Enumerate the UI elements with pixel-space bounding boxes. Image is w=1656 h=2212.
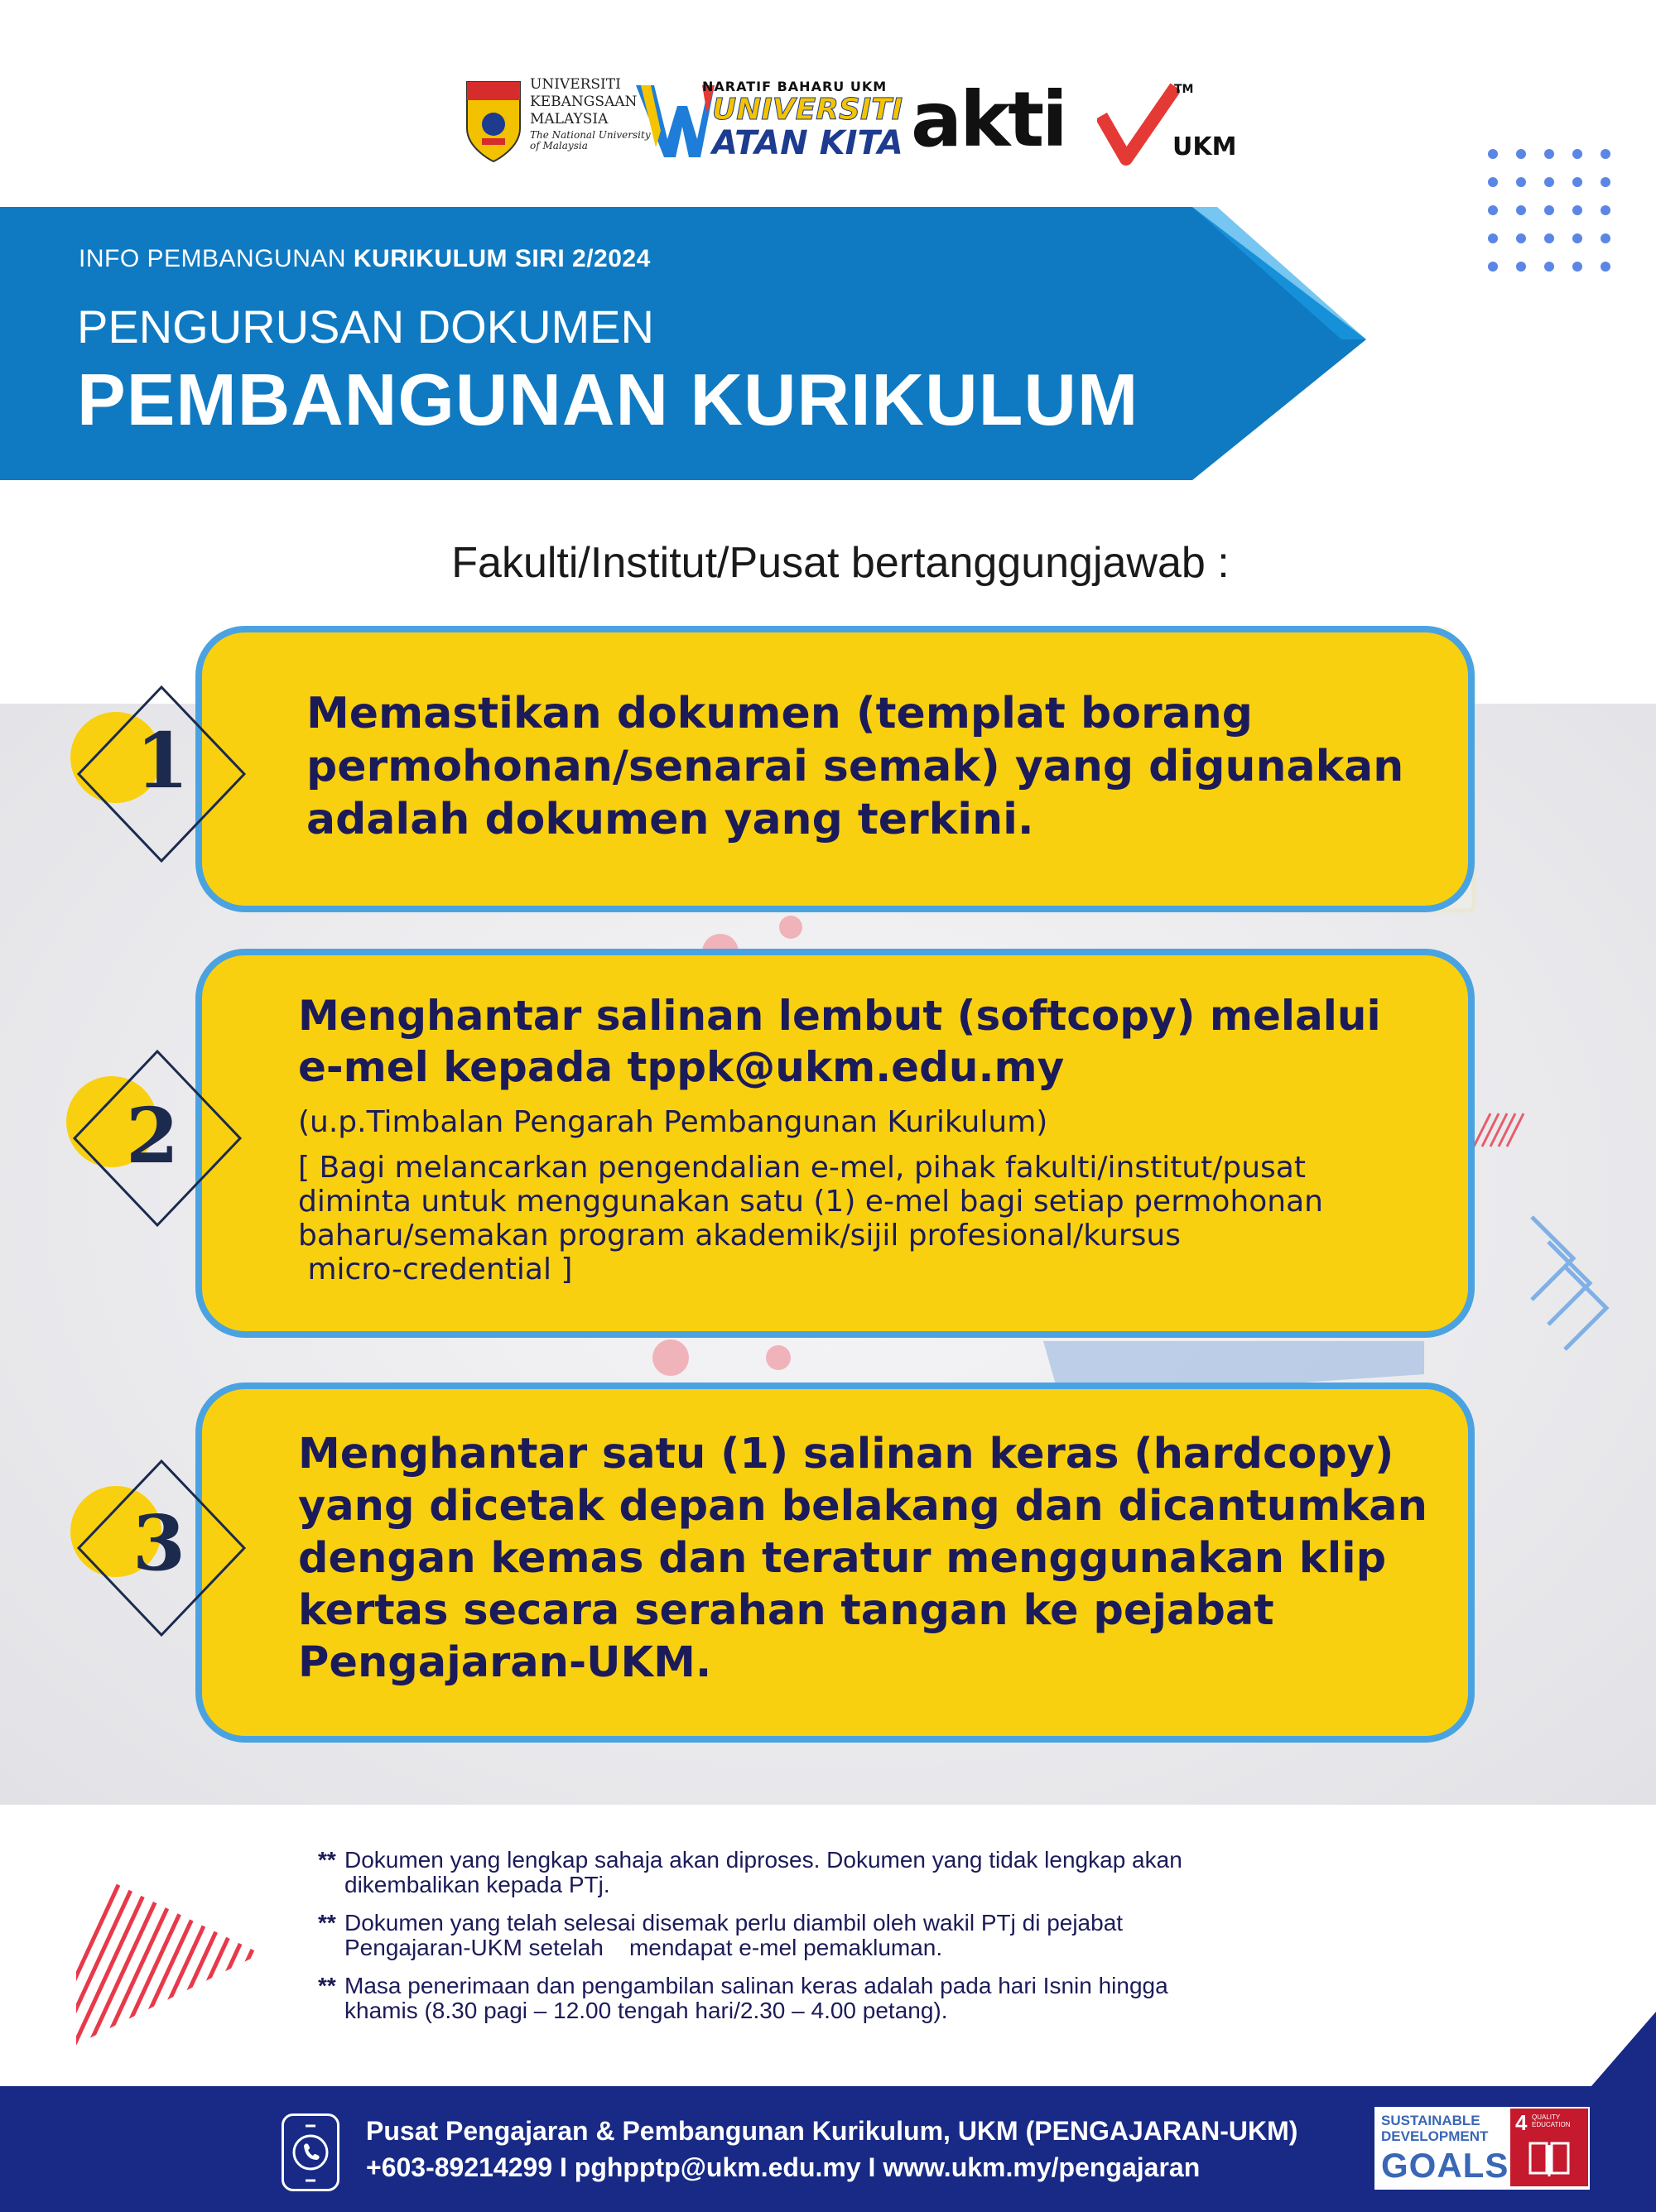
aktiv-tm: TM (1174, 83, 1194, 96)
footnote-item (318, 1973, 1437, 2023)
red-striped-triangle (75, 1854, 265, 2061)
footnote-line: Pengajaran-UKM setelah mendapat e-mel pemakluman. (344, 1935, 943, 1960)
blue-dot-grid (1486, 147, 1627, 288)
sdg-logo-text (1381, 2113, 1488, 2144)
phone-icon (282, 2113, 339, 2191)
aktiv-ukm: UKM (1172, 132, 1237, 161)
footnote-line: Dokumen yang lengkap sahaja akan diproses. Dokumen yang tidak lengkap akan (344, 1847, 1182, 1873)
ukm-logo-line: KEBANGSAAN (530, 94, 638, 110)
ukm-logo-line: UNIVERSITI (530, 76, 621, 93)
footnote-mark: ** (318, 1910, 336, 1935)
step-2-line2: e-mel kepada tppk@ukm.edu.my (298, 1043, 1065, 1091)
footnote-line: Masa penerimaan dan pengambilan salinan keras adalah pada hari Isnin hingga (344, 1973, 1168, 1998)
step-2-attention: (u.p.Timbalan Pengarah Pembangunan Kurikulum) (298, 1105, 1048, 1139)
uwk-logo-top: NARATIF BAHARU UKM (702, 79, 888, 94)
step-2-note-line: [ Bagi melancarkan pengendalian e-mel, pihak fakulti/institut/pusat (298, 1151, 1306, 1185)
step-2-note-line: micro-credential ] (298, 1253, 573, 1286)
blue-chevrons-right (1532, 1217, 1606, 1349)
step-2-note-line: baharu/semakan program akademik/sijil profesional/kursus (298, 1219, 1181, 1253)
ukm-logo-tagline: The National University of Malaysia (530, 129, 651, 151)
footnote-text (344, 1848, 1182, 1897)
footnote-text (344, 1974, 1168, 2023)
banner-kicker (79, 245, 651, 273)
ukm-crest-logo (464, 79, 523, 165)
sdg4-label: QUALITY EDUCATION (1532, 2113, 1571, 2128)
step-2-note-line: diminta untuk menggunakan satu (1) e-mel bagi setiap permohonan (298, 1185, 1323, 1219)
step-3-text: Menghantar satu (1) salinan keras (hardcopy) yang dicetak depan belakang dan dicantumkan dengan kemas dan teratur menggunakan klip kertas secara serahan tangan ke pejabat Pengajaran-UKM. (298, 1430, 1427, 1687)
phone-glyph (284, 2116, 337, 2189)
step-number-2: 2 (126, 1091, 180, 1181)
uwk-logo-line1: UNIVERSITI (712, 93, 903, 127)
sdg-line2: DEVELOPMENT (1381, 2128, 1489, 2144)
footnote-mark: ** (318, 1847, 336, 1873)
footer-contact: +603-89214299 I pghpptp@ukm.edu.my I www.ukm.my/pengajaran (366, 2152, 1201, 2182)
step-number-1: 1 (136, 716, 190, 805)
sdg-goals-text: GOALS (1381, 2146, 1509, 2185)
step-2-note (298, 1151, 1441, 1286)
sdg-line1: SUSTAINABLE (1381, 2113, 1480, 2128)
footnote-item (318, 1910, 1437, 1960)
banner-kicker-normal: INFO PEMBANGUNAN (79, 245, 354, 272)
page-title: PEMBANGUNAN KURIKULUM (77, 358, 1139, 440)
footnote-line: dikembalikan kepada PTj. (344, 1872, 610, 1897)
footnote-item (318, 1847, 1437, 1897)
footnote-mark: ** (318, 1973, 336, 1998)
ukm-logo-line: MALAYSIA (530, 111, 609, 127)
sdg4-number: 4 (1515, 2110, 1528, 2135)
section-subtitle: Fakulti/Institut/Pusat bertanggungjawab : (451, 539, 1230, 587)
step-1-text: Memastikan dokumen (templat borang permohonan/senarai semak) yang digunakan adalah dokumen yang terkini. (306, 689, 1404, 844)
sdg4-quality-education-icon (1510, 2109, 1588, 2186)
banner-kicker-bold: KURIKULUM SIRI 2/2024 (353, 245, 651, 272)
banner-title-line1: PENGURUSAN DOKUMEN (77, 301, 654, 353)
footnotes (318, 1847, 1437, 2036)
step-number-3: 3 (132, 1498, 186, 1588)
footer-org-name: Pusat Pengajaran & Pembangunan Kurikulum, UKM (PENGAJARAN-UKM) (366, 2116, 1298, 2146)
footnote-line: Dokumen yang telah selesai disemak perlu diambil oleh wakil PTj di pejabat (344, 1910, 1124, 1935)
footnote-text (344, 1911, 1123, 1960)
footnote-line: khamis (8.30 pagi – 12.00 tengah hari/2.30 – 4.00 petang). (344, 1998, 948, 2023)
step-2-line1: Menghantar salinan lembut (softcopy) melalui (298, 992, 1381, 1040)
aktiv-check-icon (1097, 83, 1180, 166)
book-icon (1528, 2140, 1570, 2178)
red-stripes-right (1474, 1113, 1524, 1147)
step-2-text (298, 990, 1441, 1093)
aktiv-logo-text: akti (911, 75, 1066, 164)
uwk-logo-line2: ATAN KITA (712, 124, 903, 162)
